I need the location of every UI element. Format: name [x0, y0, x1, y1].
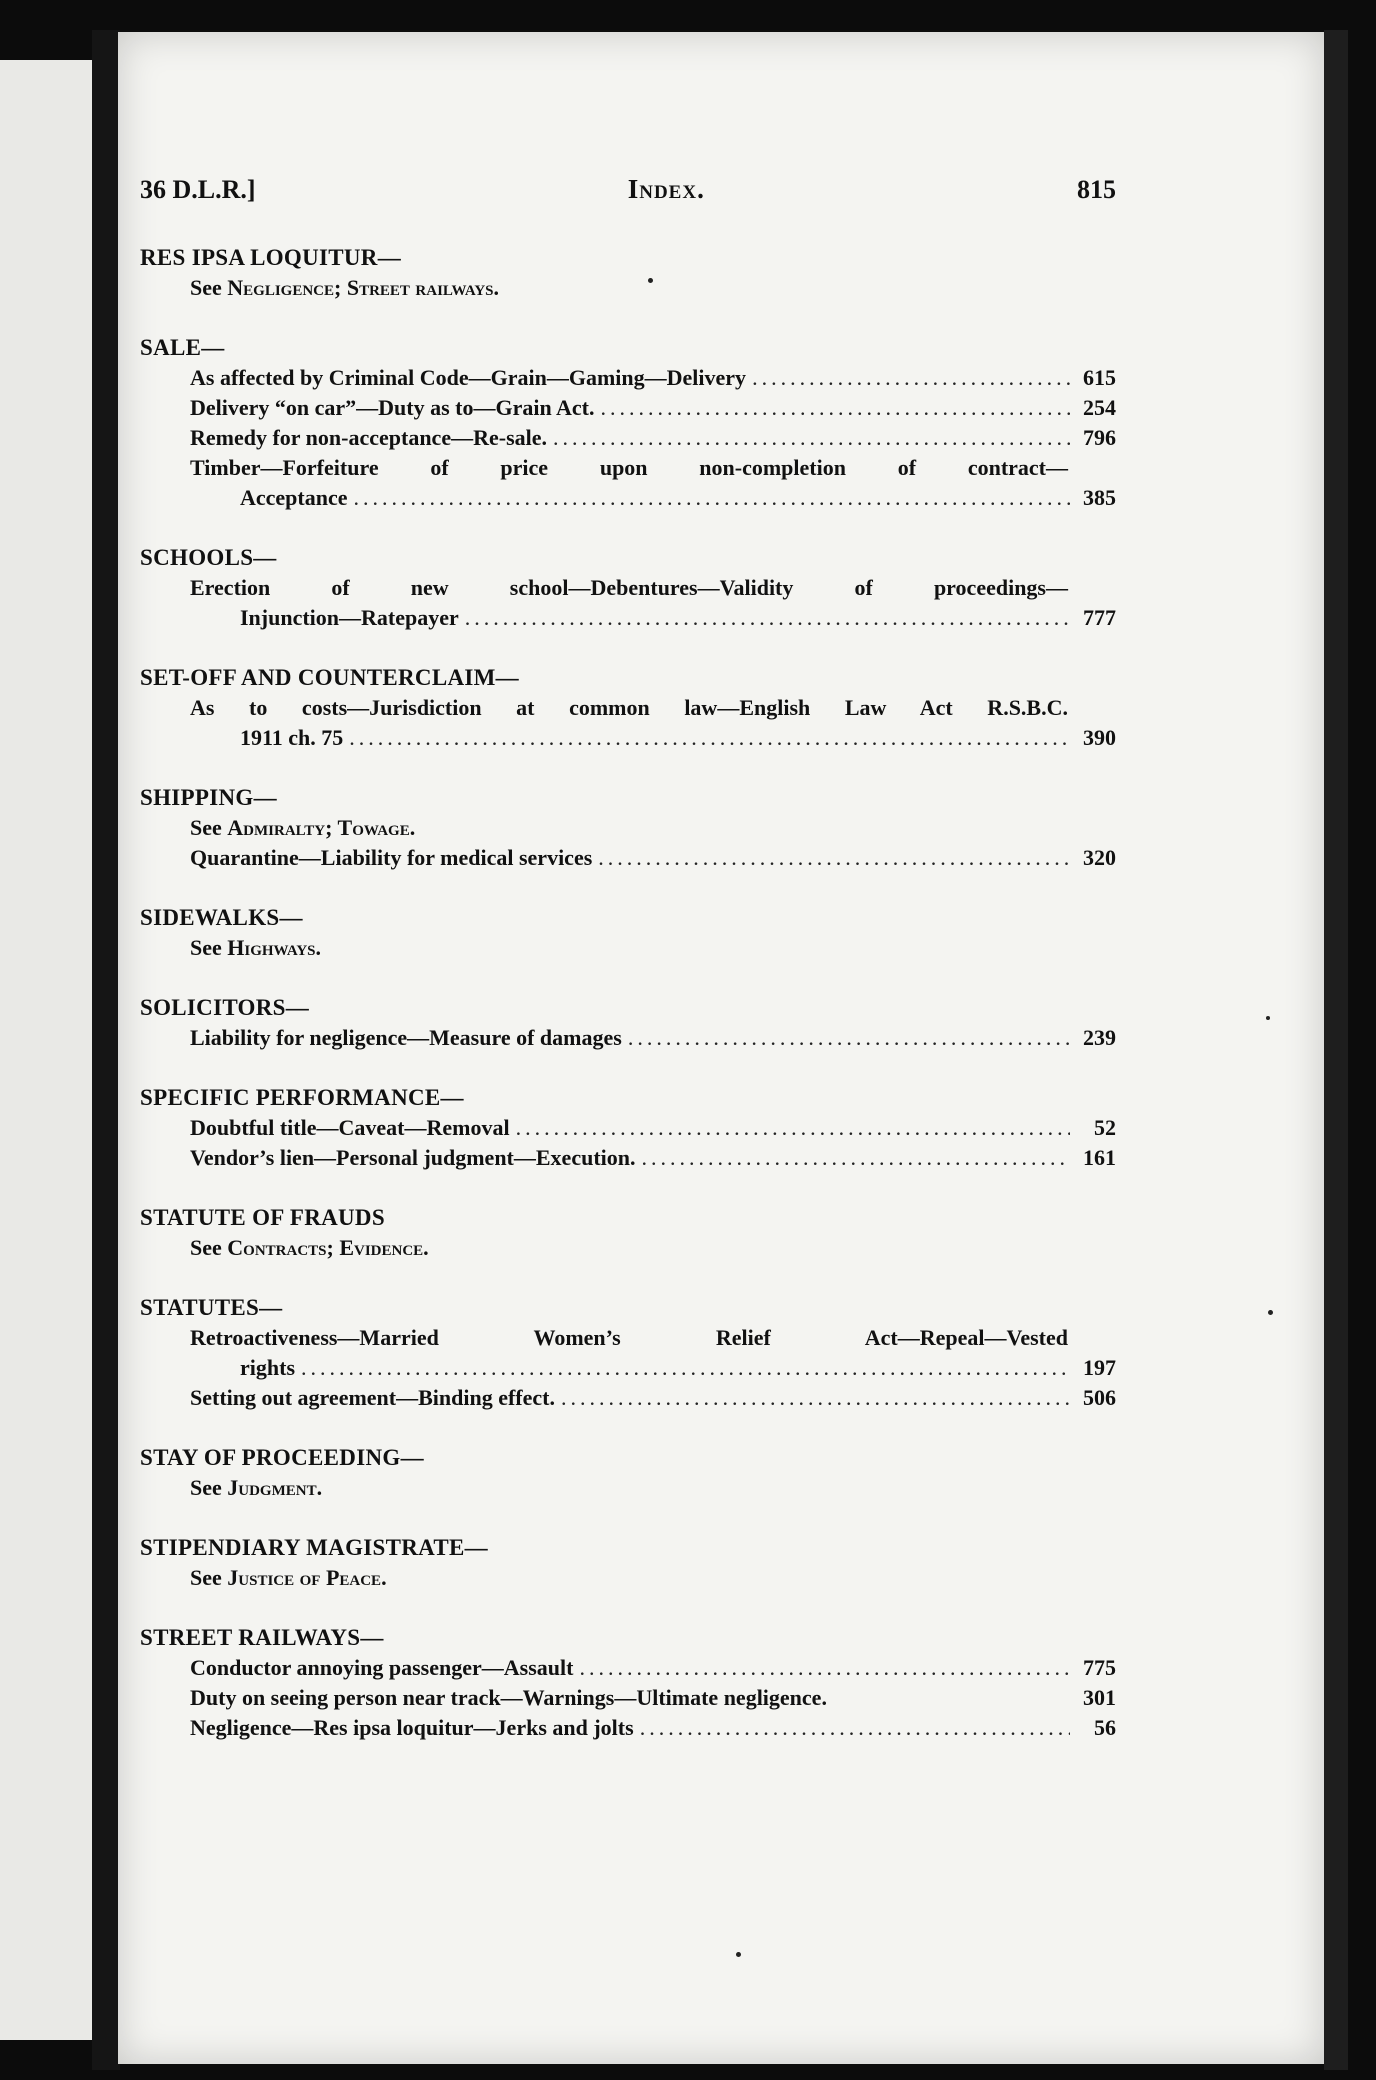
cross-reference-target: Justice of Peace. — [227, 1565, 387, 1590]
index-entry — [140, 1293, 1116, 1413]
see-prefix: See — [190, 935, 228, 960]
dot-leader — [516, 1113, 1070, 1143]
dot-leader — [598, 843, 1070, 873]
index-entry — [140, 243, 1116, 303]
index-entry — [140, 1083, 1116, 1173]
entry-heading: STATUTE OF FRAUDS — [140, 1205, 385, 1230]
index-entry — [140, 333, 1116, 513]
subentry-text: Quarantine—Liability for medical services — [190, 845, 593, 870]
entry-heading: RES IPSA LOQUITUR— — [140, 245, 402, 270]
page-reference: 301 — [1083, 1685, 1116, 1710]
see-prefix: See — [190, 1565, 228, 1590]
cross-reference — [140, 813, 1116, 843]
subentry-text: As affected by Criminal Code—Grain—Gaming—Delivery — [190, 365, 747, 390]
subentry-text: Erection of new school—Debentures—Validity of proceedings— — [190, 575, 1068, 600]
subentry — [140, 843, 1116, 873]
subentry-text: Conductor annoying passenger—Assault — [190, 1655, 574, 1680]
volume-reference: 36 D.L.R.] — [140, 175, 256, 204]
subentry-text: Delivery “on car”—Duty as to—Grain Act. — [190, 395, 595, 420]
see-prefix: See — [190, 1475, 228, 1500]
subentry-text: Doubtful title—Caveat—Removal — [190, 1115, 510, 1140]
subentry — [140, 363, 1116, 393]
entry-heading: SCHOOLS— — [140, 545, 277, 570]
subentry — [140, 1143, 1116, 1173]
subentry-text: Negligence—Res ipsa loquitur—Jerks and jolts — [190, 1715, 634, 1740]
index-entry — [140, 1203, 1116, 1263]
book-gutter — [92, 30, 120, 2070]
subentry — [140, 423, 1116, 453]
entry-heading: SPECIFIC PERFORMANCE— — [140, 1085, 464, 1110]
index-entry — [140, 543, 1116, 633]
entry-heading: SET-OFF AND COUNTERCLAIM— — [140, 665, 519, 690]
dot-leader — [640, 1713, 1070, 1743]
subentry-continuation-text: Injunction—Ratepayer — [240, 605, 459, 630]
index-entry — [140, 783, 1116, 873]
subentry-text: Remedy for non-acceptance—Re-sale. — [190, 425, 548, 450]
page-reference: 506 — [1083, 1385, 1116, 1410]
index-entry — [140, 903, 1116, 963]
page-reference: 197 — [1083, 1355, 1116, 1380]
cross-reference-target: Admiralty; Towage. — [227, 815, 416, 840]
dot-leader — [642, 1143, 1071, 1173]
cross-reference — [140, 1473, 1116, 1503]
cross-reference — [140, 1563, 1116, 1593]
page-reference: 254 — [1083, 395, 1116, 420]
ink-speck — [1268, 1310, 1273, 1315]
ink-speck — [736, 1952, 741, 1957]
subentry-text: Setting out agreement—Binding effect. — [190, 1385, 555, 1410]
entry-heading: SALE— — [140, 335, 225, 360]
page-reference: 385 — [1083, 485, 1116, 510]
dot-leader — [349, 723, 1070, 753]
index-entries — [140, 243, 1116, 1743]
dot-leader — [752, 363, 1070, 393]
page-reference: 56 — [1094, 1715, 1116, 1740]
index-entry — [140, 663, 1116, 753]
entry-heading: STAY OF PROCEEDING— — [140, 1445, 424, 1470]
page-reference: 320 — [1083, 845, 1116, 870]
subentry-text: Vendor’s lien—Personal judgment—Execution. — [190, 1145, 636, 1170]
index-entry — [140, 993, 1116, 1053]
entry-heading: SIDEWALKS— — [140, 905, 303, 930]
subentry — [140, 1713, 1116, 1743]
page-reference: 796 — [1083, 425, 1116, 450]
page-reference: 390 — [1083, 725, 1116, 750]
subentry-continuation-text: rights — [240, 1355, 295, 1380]
dot-leader — [579, 1653, 1070, 1683]
cross-reference-target: Contracts; Evidence. — [227, 1235, 429, 1260]
dot-leader — [553, 423, 1070, 453]
entry-heading: STREET RAILWAYS— — [140, 1625, 384, 1650]
page-title: Index. — [627, 174, 705, 204]
facing-page-edge — [0, 60, 92, 2040]
index-entry — [140, 1443, 1116, 1503]
subentry-continuation — [140, 483, 1116, 513]
page-reference: 615 — [1083, 365, 1116, 390]
subentry-text: As to costs—Jurisdiction at common law—English Law Act R.S.B.C. — [190, 695, 1068, 720]
page-reference: 777 — [1083, 605, 1116, 630]
cross-reference — [140, 1233, 1116, 1263]
subentry-text: Timber—Forfeiture of price upon non-completion of contract— — [190, 455, 1068, 480]
ink-speck — [1266, 1016, 1270, 1020]
subentry-text: Liability for negligence—Measure of damages — [190, 1025, 622, 1050]
subentry — [140, 1113, 1116, 1143]
cross-reference — [140, 933, 1116, 963]
entry-heading: SHIPPING— — [140, 785, 277, 810]
dot-leader — [354, 483, 1070, 513]
entry-heading: SOLICITORS— — [140, 995, 310, 1020]
see-prefix: See — [190, 815, 228, 840]
see-prefix: See — [190, 1235, 228, 1260]
dot-leader — [301, 1353, 1070, 1383]
index-entry — [140, 1533, 1116, 1593]
entry-heading: STATUTES— — [140, 1295, 283, 1320]
subentry — [140, 1683, 1116, 1713]
subentry-continuation — [140, 723, 1116, 753]
dot-leader — [561, 1383, 1070, 1413]
subentry — [140, 393, 1116, 423]
cross-reference-target: Negligence; Street railways. — [227, 275, 500, 300]
page-edge-shadow — [1324, 30, 1348, 2070]
subentry — [140, 1653, 1116, 1683]
dot-leader — [465, 603, 1070, 633]
dot-leader — [628, 1023, 1070, 1053]
page-number: 815 — [1077, 175, 1116, 204]
cross-reference-target: Highways. — [227, 935, 322, 960]
index-entry — [140, 1623, 1116, 1743]
subentry-continuation — [140, 603, 1116, 633]
entry-heading: STIPENDIARY MAGISTRATE— — [140, 1535, 488, 1560]
see-prefix: See — [190, 275, 228, 300]
dot-leader — [601, 393, 1071, 423]
page-reference: 52 — [1094, 1115, 1116, 1140]
subentry-continuation-text: 1911 ch. 75 — [240, 725, 344, 750]
index-page-content — [140, 174, 1116, 1773]
subentry-continuation — [140, 1353, 1116, 1383]
subentry — [140, 1023, 1116, 1053]
page-reference: 239 — [1083, 1025, 1116, 1050]
subentry — [140, 1383, 1116, 1413]
page-reference: 775 — [1083, 1655, 1116, 1680]
running-head — [140, 174, 1116, 205]
subentry-continuation-text: Acceptance — [240, 485, 348, 510]
cross-reference-target: Judgment. — [227, 1475, 323, 1500]
subentry-text: Retroactiveness—Married Women’s Relief Act—Repeal—Vested — [190, 1325, 1068, 1350]
cross-reference — [140, 273, 1116, 303]
subentry-text: Duty on seeing person near track—Warnings—Ultimate negligence. — [190, 1685, 827, 1710]
page-reference: 161 — [1083, 1145, 1116, 1170]
